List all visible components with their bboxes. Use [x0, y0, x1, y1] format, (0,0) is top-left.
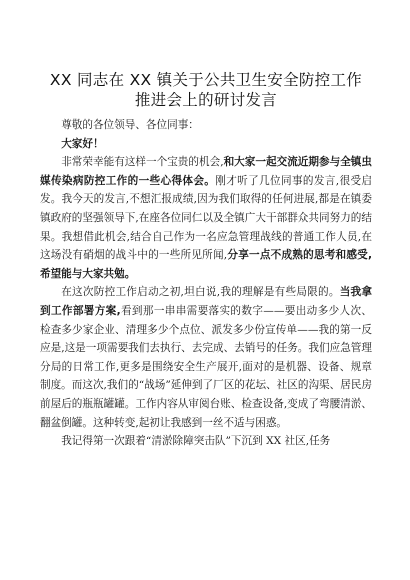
greeting-line: 尊敬的各位领导、各位同事： — [61, 119, 199, 131]
paragraph-2-text-c: 看到那一串串需要落实的数字——要出动多少人次、检查多少家企业、清理多少个点位、派发多少份宣传单——我的第一反应是,这是一项需要我们去执行、去完成、去销号的任务。我们应急管理分局的日常工作,更多是围绕安全生产展开,面对的是机器、设备、规章制度。而这次,我们的“战场”延伸到了厂区的花坛、社区的沟渠、居民房前屋后的瓶瓶罐罐。工作内容从审阅台账、检查设备,变成了弯腰清淤、翻盆倒罐。这种转变,起初让我感到一丝不适与困惑。 — [40, 304, 373, 429]
paragraph-3 — [40, 432, 372, 451]
paragraph-1-bold-d: 分享一点不成熟的思考和感受,希望能与大家共勉。 — [40, 249, 372, 280]
paragraph-3-text-a: 我记得第一次跟着“清淤除障突击队”下沉到 XX 社区,任务 — [61, 435, 331, 448]
paragraph-1 — [40, 153, 372, 283]
paragraph-1-text-a: 非常荣幸能有这样一个宝贵的机会, — [61, 156, 224, 169]
paragraph-2-text-a: 在这次防控工作启动之初,坦白说,我的理解是有些局限的。 — [61, 286, 340, 299]
speech-body — [40, 116, 372, 451]
paragraph-2 — [40, 283, 372, 432]
title-line-2: 推进会上的研讨发言 — [134, 91, 278, 109]
paragraph-1-bold-b: 和大家一起交流近期参与全镇虫媒传染病防控工作的一些心得体会。 — [40, 156, 372, 187]
speech-title — [40, 70, 372, 110]
paragraph-1-text-c: 刚才听了几位同事的发言,很受启发。我今天的发言,不想汇报成绩,因为我们取得的任何进展,都是在镇委镇政府的坚强领导下,在座各位同仁以及全镇广大干部群众共同努力的结果。我想借此机会,结合自己作为一名应急管理战线的普通工作人员,在这场没有硝烟的战斗中的一些所见所闻, — [40, 174, 372, 262]
title-line-1: XX 同志在 XX 镇关于公共卫生安全防控工作 — [49, 71, 363, 89]
salutation-line: 大家好！ — [61, 137, 104, 150]
paragraph-2-bold-b: 当我拿到工作部署方案, — [40, 286, 372, 317]
